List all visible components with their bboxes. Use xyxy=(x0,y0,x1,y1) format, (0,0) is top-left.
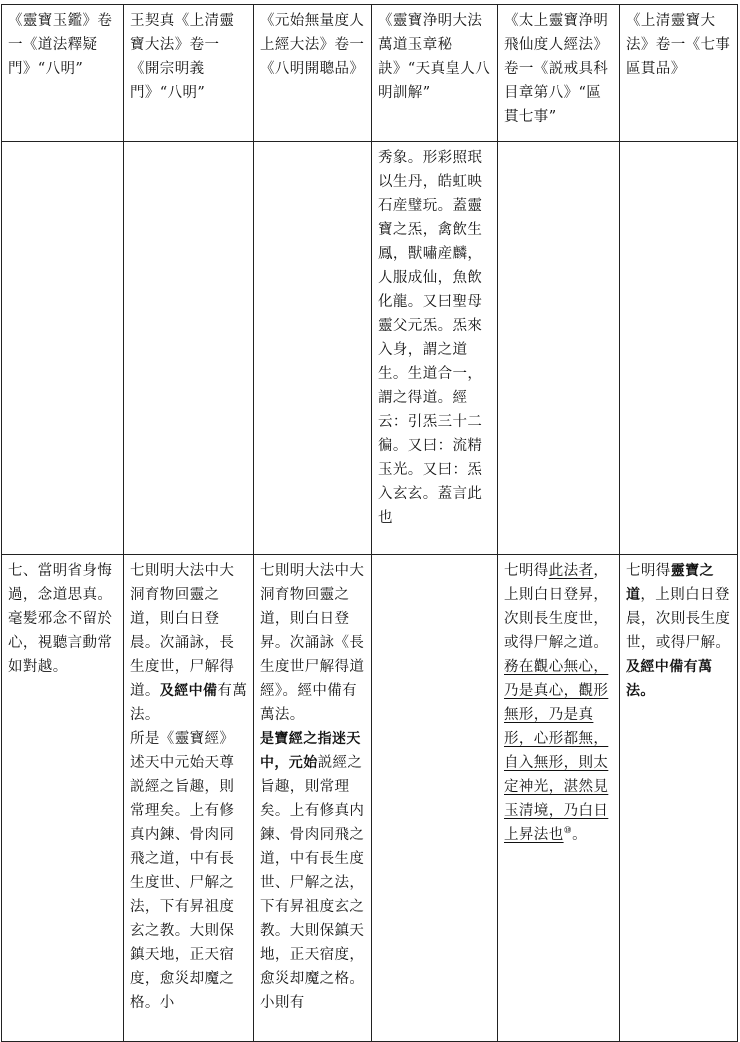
table-row xyxy=(2,142,738,555)
bold-span: 及經中備 xyxy=(159,683,218,699)
underlined-span: 務在觀心無心，乃是真心，觀形無形，乃是真形，心形都無，自入無形，則太定神光，湛然見玉清境，乃白日上昇法也 xyxy=(504,659,609,843)
text-span: 七明得 xyxy=(626,563,671,579)
row2-col2-para1 xyxy=(130,559,248,727)
row2-cell-1: 七、當明省身悔過，念道思真。毫髪邪念不留於心，視聽言動常如對越。 xyxy=(2,555,124,1042)
header-cell-2: 王契真《上清靈寶大法》卷一《開宗明義門》“八明” xyxy=(124,5,254,142)
text-span: 有萬法。 xyxy=(130,683,248,723)
row2-col6-para1 xyxy=(626,559,732,655)
header-row xyxy=(2,5,738,142)
row2-col3-para2 xyxy=(260,727,366,1015)
text-span: 七明得 xyxy=(504,563,549,579)
row1-cell-3 xyxy=(254,142,372,555)
row1-cell-5 xyxy=(498,142,620,555)
row2-cell-4 xyxy=(372,555,498,1042)
header-cell-5: 《太上靈寶浄明飛仙度人經法》卷一《説戒具科目章第八》“區貫七事” xyxy=(498,5,620,142)
row1-cell-2 xyxy=(124,142,254,555)
row2-cell-2 xyxy=(124,555,254,1042)
header-cell-3: 《元始無量度人上經大法》卷一《八明開聰品》 xyxy=(254,5,372,142)
row2-cell-3 xyxy=(254,555,372,1042)
underlined-span: 此法者 xyxy=(548,563,594,579)
bold-span: 是寶經之指迷天中，元始 xyxy=(260,731,361,771)
text-span: 説經之旨趣，則常理矣。上有修真内鍊、骨肉同飛之道，中有長生度世、尸解之法，下有昇祖度玄之教。大則保鎮天地，正天宿度，愈災却魔之格。小則有 xyxy=(260,755,365,1011)
header-cell-6: 《上清靈寶大法》卷一《七事區貫品》 xyxy=(620,5,738,142)
row1-cell-4: 秀象。形彩照珉以生丹，皓虹映石産璧玩。蓋靈寶之炁，禽飲生鳳，獸嘯産麟，人服成仙，魚飲化龍。又曰聖母靈父元炁。炁來入身，謂之道生。生道合一，謂之得道。經云：引炁三十二徧。又曰：流精玉光。又曰：炁入玄玄。蓋言此也 xyxy=(372,142,498,555)
footnote-marker: ⑩ xyxy=(563,826,573,837)
row2-col6-para2: 及經中備有萬法。 xyxy=(626,659,713,699)
table-row xyxy=(2,555,738,1042)
row2-cell-6 xyxy=(620,555,738,1042)
text-span: ，上則白日登昇，次則長生度世，或得尸解之道。 xyxy=(504,563,609,651)
text-span: 七則明大法中大洞育物回靈之道，則白日登晨。次誦詠，長生度世，尸解得道。 xyxy=(130,563,235,699)
header-cell-4: 《靈寶浄明大法萬道玉章秘訣》“天真皇人八明訓解” xyxy=(372,5,498,142)
row2-col3-para1: 七則明大法中大洞育物回靈之道，則白日登昇。次誦詠《長生度世尸解得道經》。經中備有萬法。 xyxy=(260,563,365,723)
text-span: 。 xyxy=(572,827,587,843)
row1-cell-1 xyxy=(2,142,124,555)
comparison-table xyxy=(1,4,738,1042)
row2-cell-5 xyxy=(498,555,620,1042)
row1-cell-6 xyxy=(620,142,738,555)
row2-col2-para2: 所是《靈寶經》述天中元始天尊説經之旨趣，則常理矣。上有修真内鍊、骨肉同飛之道，中有長生度世、尸解之法，下有昇祖度玄之教。大則保鎮天地，正天宿度，愈災却魔之格。小 xyxy=(130,731,235,1011)
text-span: ，上則白日登晨，次則長生度世，或得尸解。 xyxy=(626,587,731,651)
header-cell-1: 《靈寶玉鑑》卷一《道法釋疑門》“八明” xyxy=(2,5,124,142)
bold-span: 靈寶之道 xyxy=(626,563,714,603)
